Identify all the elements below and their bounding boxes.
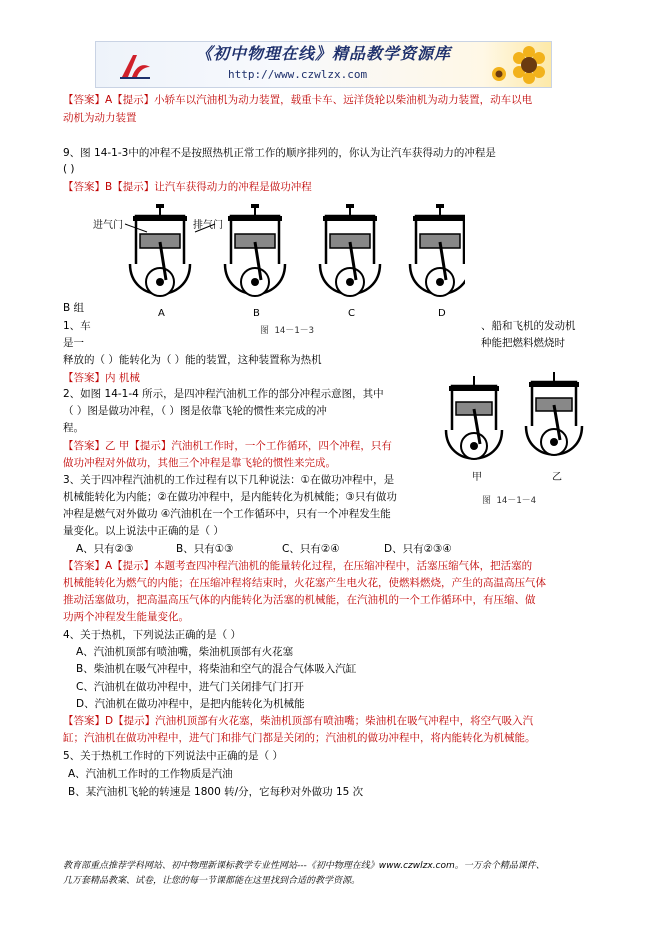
engine-diagram-two-strokes (440, 360, 590, 490)
figure-letter-b: B (253, 308, 260, 319)
q4-option-b: B、柴油机在吸气冲程中，将柴油和空气的混合气体吸入汽缸 (76, 663, 357, 675)
q3-stem-line1: 3、关于四冲程汽油机的工作过程有以下几种说法：①在做功冲程中，是 (63, 474, 395, 486)
footer-line1: 教育部重点推荐学科网站、初中物理新课标教学专业性网站---《初中物理在线》www.czwlzx.com。一万余个精品课件、 (63, 861, 545, 871)
q9-stem: 9、图 14-1-3中的冲程不是按照热机正常工作的顺序排列的，你认为让汽车获得动力的冲程是 (63, 147, 496, 159)
q2-stem-line2: （ ）图是做功冲程，（ ）图是依靠飞轮的惯性来完成的冲 (63, 405, 327, 417)
q9-answer: 【答案】B【提示】让汽车获得动力的冲程是做功冲程 (63, 181, 312, 193)
site-url[interactable]: http://www.czwlzx.com (228, 68, 368, 81)
q9-blank: ( ) (63, 163, 75, 175)
q1-left-part1: 1、车 (63, 320, 91, 332)
outlet-valve-label: 排气门 (193, 220, 223, 231)
figure-label-jia: 甲 (472, 472, 482, 483)
q1-left-part2: 是一 (63, 337, 84, 349)
figure-14-1-4 (440, 360, 590, 510)
q2-stem-line3: 程。 (63, 422, 84, 434)
q1-line3: 释放的（ ）能转化为（ ）能的装置，这种装置称为热机 (63, 354, 322, 366)
q3-answer-line1: 【答案】A【提示】本题考查四冲程汽油机的能量转化过程，在压缩冲程中，活塞压缩气体，把活塞的 (63, 560, 533, 572)
figure-letter-a: A (158, 308, 165, 319)
q3-stem-line4: 量变化。以上说法中正确的是（ ） (63, 525, 224, 537)
q3-option-a: A、只有②③ (76, 543, 134, 555)
q3-option-b: B、只有①③ (176, 543, 234, 555)
figure-14-1-3 (95, 198, 465, 338)
q2-stem-line1: 2、如图 14-1-4 所示，是四冲程汽油机工作的部分冲程示意图，其中 (63, 388, 384, 400)
q4-option-c: C、汽油机在做功冲程中，进气门关闭排气门打开 (76, 681, 304, 693)
q3-option-c: C、只有②④ (282, 543, 340, 555)
figure-caption-14-1-4: 图 14－1－4 (482, 496, 537, 506)
inlet-valve-label: 进气门 (93, 220, 123, 231)
q1-right-part2: 种能把燃料燃烧时 (481, 337, 565, 349)
figure-letter-d: D (438, 308, 446, 319)
q4-stem: 4、关于热机，下列说法正确的是（ ） (63, 629, 242, 641)
q2-answer-line1: 【答案】乙 甲【提示】汽油机工作时，一个工作循环，四个冲程，只有 (63, 440, 392, 452)
q4-answer-line1: 【答案】D【提示】汽油机顶部有火花塞，柴油机顶部有喷油嘴；柴油机在吸气冲程中，将空气吸入汽 (63, 715, 534, 727)
page-footer (63, 859, 603, 889)
q3-answer-line4: 功两个冲程发生能量变化。 (63, 611, 189, 623)
q3-stem-line2: 机械能转化为内能；②在做功冲程中，是内能转化为机械能；③只有做功 (63, 491, 397, 503)
q5-stem: 5、关于热机工作时的下列说法中正确的是（ ） (63, 750, 284, 762)
q1-answer: 【答案】内 机械 (63, 372, 140, 384)
q1-right-part1: 、船和飞机的发动机 (481, 320, 576, 332)
q3-option-d: D、只有②③④ (384, 543, 452, 555)
header-banner (95, 41, 552, 88)
figure-label-yi: 乙 (552, 472, 562, 483)
sunflower-icon (487, 44, 547, 86)
q4-option-a: A、汽油机顶部有喷油嘴，柴油机顶部有火花塞 (76, 646, 294, 658)
q2-answer-line2: 做功冲程对外做功，其他三个冲程是靠飞轮的惯性来完成。 (63, 457, 336, 469)
footer-line2: 几万套精品教案、试卷，让您的每一节课都能在这里找到合适的教学资源。 (63, 876, 361, 886)
q3-answer-line2: 机械能转化为燃气的内能；在压缩冲程将结束时，火花塞产生电火花，使燃料燃烧，产生的高温高压气体 (63, 577, 546, 589)
q8-answer-line1: 【答案】A【提示】小轿车以汽油机为动力装置，载重卡车、远洋货轮以柴油机为动力装置，动车以电 (63, 94, 533, 106)
group-b-heading: B 组 (63, 302, 85, 314)
q5-option-a: A、汽油机工作时的工作物质是汽油 (68, 768, 233, 780)
figure-letter-c: C (348, 308, 355, 319)
q8-answer-line2: 动机为动力装置 (63, 112, 137, 124)
q3-answer-line3: 推动活塞做功，把高温高压气体的内能转化为活塞的机械能，在汽油机的一个工作循环中，有压缩、做 (63, 594, 536, 606)
site-title: 《初中物理在线》精品教学资源库 (196, 44, 452, 63)
q4-answer-line2: 缸；汽油机在做功冲程中，进气门和排气门都是关闭的；汽油机的做功冲程中，将内能转化为机械能。 (63, 732, 536, 744)
engine-diagram-four-strokes (95, 198, 465, 338)
site-logo-icon (118, 51, 152, 81)
figure-caption-14-1-3: 图 14－1－3 (260, 326, 315, 336)
q3-stem-line3: 冲程是燃气对外做功 ④汽油机在一个工作循环中，只有一个冲程发生能 (63, 508, 391, 520)
q5-option-b: B、某汽油机飞轮的转速是 1800 转/分，它每秒对外做功 15 次 (68, 786, 364, 798)
q4-option-d: D、汽油机在做功冲程中，是把内能转化为机械能 (76, 698, 305, 710)
